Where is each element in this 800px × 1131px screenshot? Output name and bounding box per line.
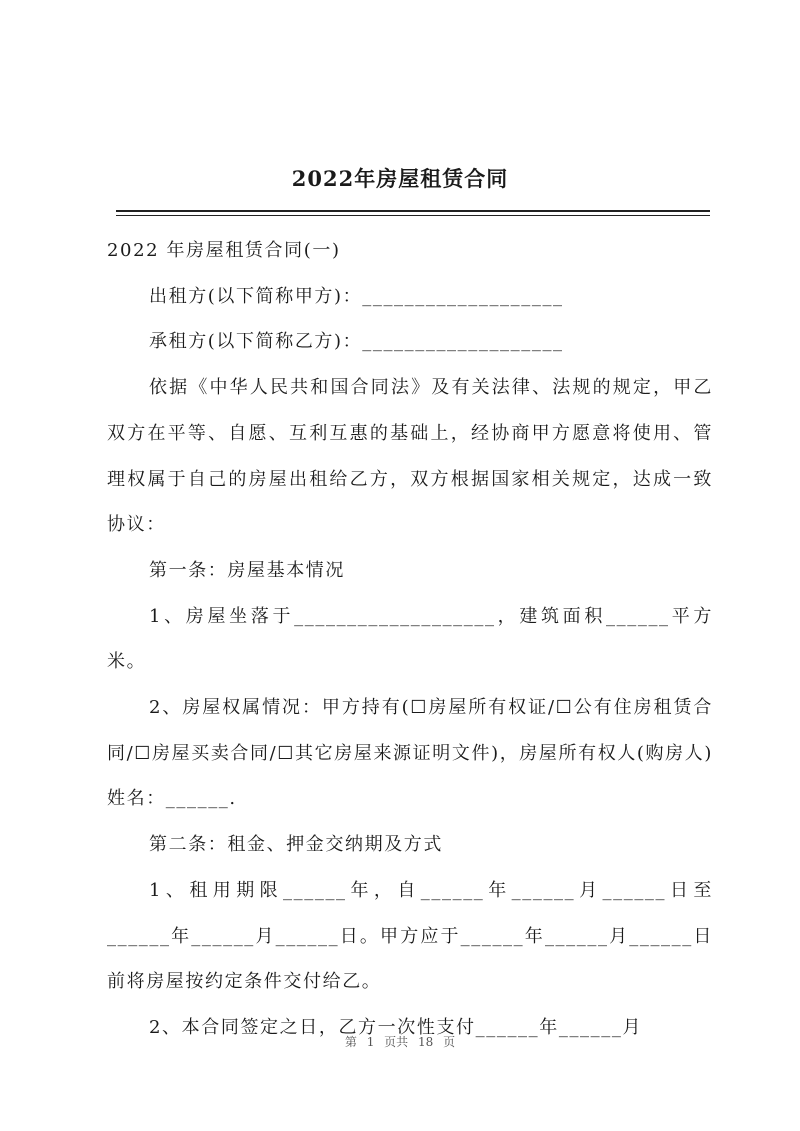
lessee-line: 承租方(以下简称乙方)：___________________ <box>149 331 564 353</box>
clause-2-1: 1、租用期限______年，自______年______月______日至______年______月______日。甲方应于______年______月______日前将房屋按约定条件交付给乙。 <box>107 879 713 993</box>
title-divider-thick <box>116 210 710 212</box>
lessor-line: 出租方(以下简称甲方)：___________________ <box>149 285 564 307</box>
article-1-heading: 第一条：房屋基本情况 <box>149 559 345 581</box>
article-2-heading: 第二条：租金、押金交纳期及方式 <box>149 834 443 856</box>
contract-body <box>107 228 713 1051</box>
clause-2-2: 2、本合同签定之日，乙方一次性支付______年______月 <box>149 1016 643 1038</box>
page-footer: 第 1 页共 18 页 <box>344 1035 456 1049</box>
section-heading: 2022 年房屋租赁合同(一) <box>107 240 341 261</box>
document-title: 2022年房屋租赁合同 <box>291 166 509 191</box>
title-divider-thin <box>116 215 710 216</box>
preamble-paragraph: 依据《中华人民共和国合同法》及有关法律、法规的规定，甲乙双方在平等、自愿、互利互惠的基础上，经协商甲方愿意将使用、管理权属于自己的房屋出租给乙方，双方根据国家相关规定，达成一致协议： <box>107 377 713 536</box>
clause-1-2: 2、房屋权属情况：甲方持有(☐房屋所有权证/☐公有住房租赁合同/☐房屋买卖合同/☐其它房屋来源证明文件)，房屋所有权人(购房人)姓名：______. <box>107 697 713 810</box>
clause-1-1: 1、房屋坐落于___________________，建筑面积______平方米。 <box>107 605 713 673</box>
